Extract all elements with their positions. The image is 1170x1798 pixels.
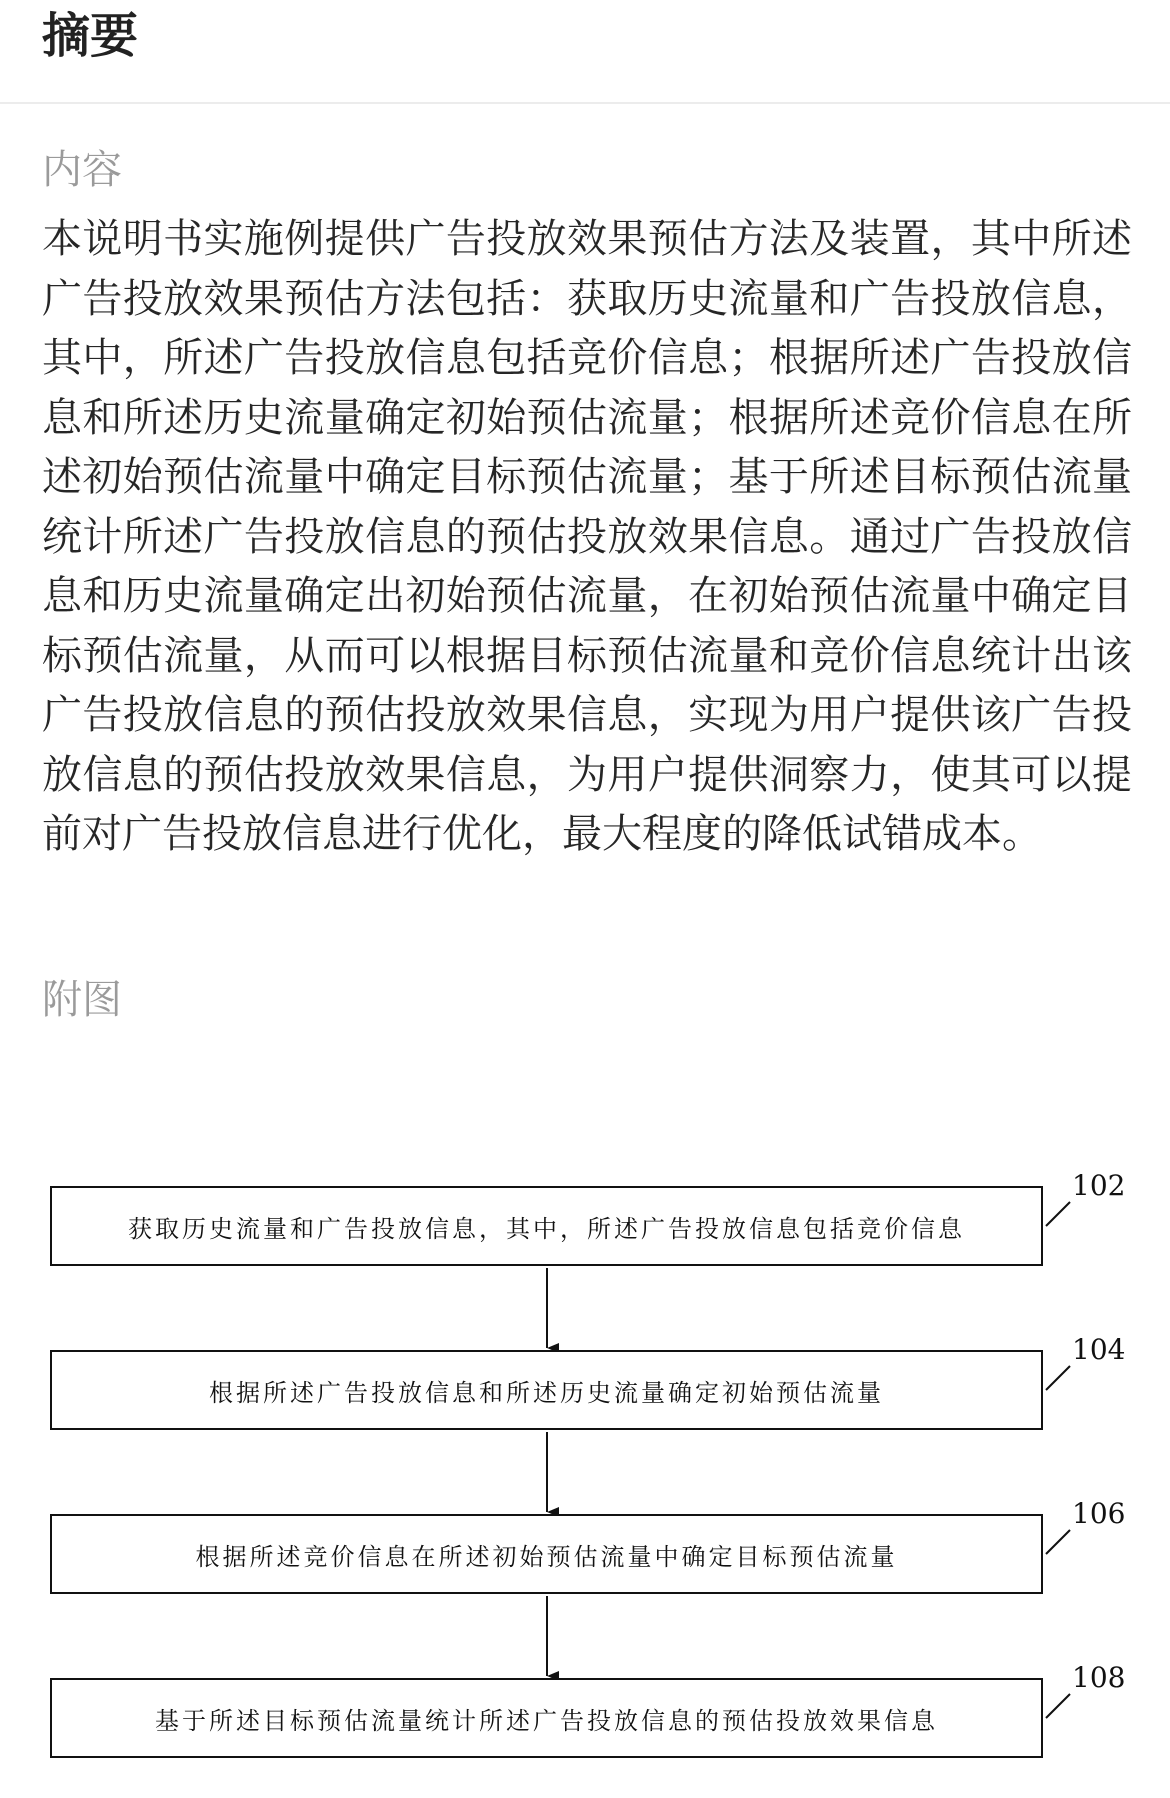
flowchart-figure — [0, 1160, 1170, 1790]
step-number-102: 102 — [1072, 1169, 1126, 1202]
step-number-108: 108 — [1072, 1661, 1126, 1694]
abstract-text: 本说明书实施例提供广告投放效果预估方法及装置，其中所述广告投放效果预估方法包括：获取历史流量和广告投放信息，其中，所述广告投放信息包括竞价信息；根据所述广告投放信息和所述历史流量确定初始预估流量；根据所述竞价信息在所述初始预估流量中确定目标预估流量；基于所述目标预估流量统计所述广告投放信息的预估投放效果信息。通过广告投放信息和历史流量确定出初始预估流量，在初始预估流量中确定目标预估流量，从而可以根据目标预估流量和竞价信息统计出该广告投放信息的预估投放效果信息，实现为用户提供该广告投放信息的预估投放效果信息，为用户提供洞察力，使其可以提前对广告投放信息进行优化，最大程度的降低试错成本。 — [42, 216, 1132, 857]
figure-section-label: 附图 — [42, 977, 122, 1023]
content-section-label: 内容 — [42, 147, 122, 193]
leader-line-102 — [1046, 1202, 1070, 1226]
page-header — [0, 0, 1170, 104]
page-title: 摘要 — [42, 8, 139, 64]
step-number-106: 106 — [1072, 1497, 1126, 1530]
flow-step-102: 获取历史流量和广告投放信息，其中，所述广告投放信息包括竞价信息 — [50, 1186, 1043, 1266]
leader-line-104 — [1046, 1366, 1070, 1390]
leader-line-106 — [1046, 1530, 1070, 1554]
flow-step-106: 根据所述竞价信息在所述初始预估流量中确定目标预估流量 — [50, 1514, 1043, 1594]
flow-step-104: 根据所述广告投放信息和所述历史流量确定初始预估流量 — [50, 1350, 1043, 1430]
leader-line-108 — [1046, 1694, 1070, 1718]
step-number-104: 104 — [1072, 1333, 1126, 1366]
flow-step-108: 基于所述目标预估流量统计所述广告投放信息的预估投放效果信息 — [50, 1678, 1043, 1758]
